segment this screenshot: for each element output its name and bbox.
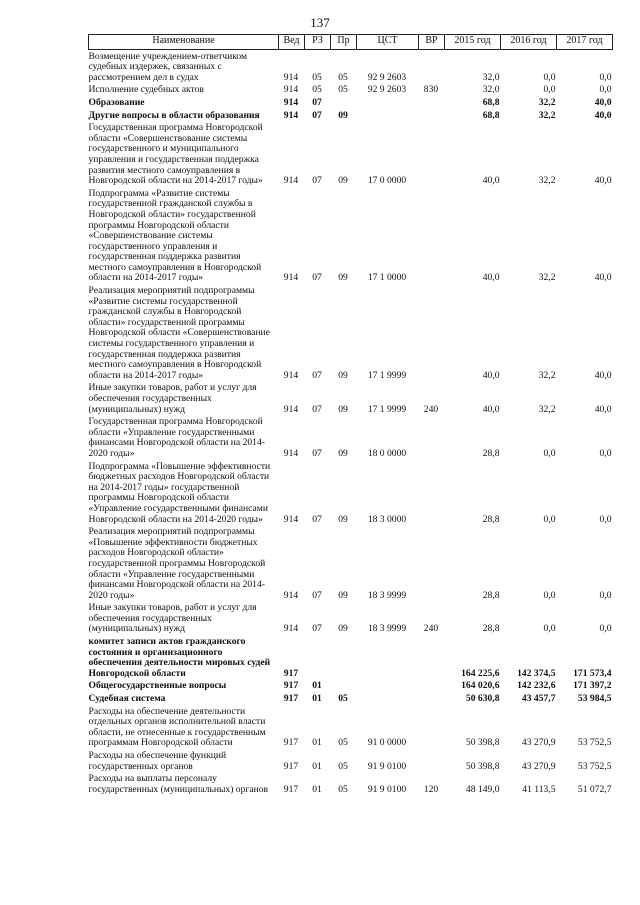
cell-y2015: 40,0 <box>482 272 500 284</box>
cell-pr: 09 <box>338 272 348 284</box>
cell-name: Расходы на обеспечение функций государственных органов <box>88 750 227 772</box>
table-row <box>89 635 613 679</box>
cell-cst: 18 0 0000 <box>367 447 407 459</box>
cell-y2016: 32,2 <box>538 109 556 121</box>
cell-ved: 914 <box>283 175 299 187</box>
cell-y2017: 53 752,5 <box>577 737 612 749</box>
cell-name: Расходы на выплаты персоналу государственных (муниципальных) органов <box>88 773 269 795</box>
cell-y2017: 0,0 <box>599 71 612 83</box>
cell-y2016: 32,2 <box>538 96 556 108</box>
cell-vr <box>419 749 445 772</box>
cell-ved: 914 <box>283 447 299 459</box>
table-row <box>89 415 613 459</box>
cell-pr <box>331 96 357 109</box>
cell-name: Государственная программа Новгородской области «Управление государственными финансами Новгородской области на 2014-2020 годы» <box>88 416 265 459</box>
cell-rz: 07 <box>312 623 322 635</box>
cell-name: Иные закупки товаров, работ и услуг для обеспечения государственных (муниципальных) нужд <box>88 602 257 635</box>
table-row <box>89 705 613 749</box>
cell-ved: 914 <box>283 513 299 525</box>
table-row <box>89 749 613 772</box>
cell-y2017: 0,0 <box>599 84 612 96</box>
cell-y2016: 43 270,9 <box>521 737 556 749</box>
cell-ved: 914 <box>283 109 299 121</box>
table-row <box>89 49 613 83</box>
cell-rz: 07 <box>312 369 322 381</box>
cell-y2015: 48 149,0 <box>465 783 500 795</box>
cell-pr: 05 <box>338 783 348 795</box>
cell-cst: 17 0 0000 <box>367 175 407 187</box>
cell-y2017: 0,0 <box>599 589 612 601</box>
cell-vr <box>419 635 445 679</box>
cell-y2015: 28,8 <box>482 447 500 459</box>
cell-y2015: 50 398,8 <box>465 737 500 749</box>
table-row <box>89 187 613 284</box>
cell-vr <box>419 187 445 284</box>
header-cell: Наименование <box>89 35 279 50</box>
table-row <box>89 121 613 187</box>
cell-cst <box>357 679 419 692</box>
cell-name: Общегосударственные вопросы <box>88 680 227 692</box>
page-number: 137 <box>310 15 330 30</box>
cell-rz: 07 <box>312 175 322 187</box>
cell-y2017: 0,0 <box>599 513 612 525</box>
table-row <box>89 601 613 635</box>
cell-rz: 01 <box>312 760 322 772</box>
cell-vr: 240 <box>423 623 439 635</box>
cell-y2017: 40,0 <box>594 272 612 284</box>
cell-y2016: 0,0 <box>543 84 556 96</box>
cell-pr: 09 <box>338 369 348 381</box>
table-row <box>89 381 613 415</box>
header-cell: ВР <box>419 35 445 50</box>
cell-y2016: 32,2 <box>538 403 556 415</box>
cell-y2016: 32,2 <box>538 175 556 187</box>
header-row <box>89 35 613 50</box>
budget-table <box>88 34 613 795</box>
cell-y2016: 0,0 <box>543 447 556 459</box>
cell-y2015: 32,0 <box>482 84 500 96</box>
cell-ved: 917 <box>283 737 299 749</box>
table-row <box>89 83 613 96</box>
cell-cst <box>357 635 419 679</box>
cell-y2016: 32,2 <box>538 272 556 284</box>
cell-y2015: 50 398,8 <box>465 760 500 772</box>
cell-vr <box>419 121 445 187</box>
cell-y2017: 53 984,5 <box>577 693 612 705</box>
cell-y2017: 40,0 <box>594 403 612 415</box>
cell-vr <box>419 109 445 122</box>
header-cell: ЦСТ <box>357 35 419 50</box>
cell-pr: 05 <box>338 71 348 83</box>
cell-rz: 07 <box>312 272 322 284</box>
cell-vr <box>419 460 445 526</box>
cell-y2017: 0,0 <box>599 623 612 635</box>
cell-vr <box>419 415 445 459</box>
table-row <box>89 525 613 601</box>
cell-pr <box>331 679 357 692</box>
cell-y2016: 142 374,5 <box>517 667 556 679</box>
cell-rz: 07 <box>312 589 322 601</box>
cell-rz: 05 <box>312 84 322 96</box>
cell-rz: 05 <box>312 71 322 83</box>
cell-y2017: 0,0 <box>599 447 612 459</box>
cell-y2017: 40,0 <box>594 175 612 187</box>
cell-ved: 914 <box>283 84 299 96</box>
table-row <box>89 692 613 705</box>
cell-rz: 07 <box>312 447 322 459</box>
cell-y2016: 0,0 <box>543 589 556 601</box>
cell-rz: 01 <box>312 783 322 795</box>
cell-name: Реализация мероприятий подпрограммы «Развитие системы государственной гражданской службы в Новгородской области» государственной программы Новгородской области «Совершенствование системы государственного управления и государственная поддержка развития местного самоуправления в Новгородской области на 2014-2017 годы» <box>88 285 270 381</box>
cell-name: Иные закупки товаров, работ и услуг для обеспечения государственных (муниципальных) нужд <box>88 382 257 415</box>
cell-pr: 09 <box>338 175 348 187</box>
cell-y2015: 68,8 <box>482 96 500 108</box>
table-row <box>89 96 613 109</box>
cell-rz <box>305 635 331 679</box>
cell-vr: 240 <box>423 403 439 415</box>
cell-ved: 917 <box>283 760 299 772</box>
cell-vr: 120 <box>423 783 439 795</box>
header-cell: Вед <box>279 35 305 50</box>
cell-y2016: 43 270,9 <box>521 760 556 772</box>
cell-ved: 914 <box>283 369 299 381</box>
cell-y2016: 32,2 <box>538 369 556 381</box>
cell-ved: 917 <box>283 680 299 692</box>
cell-name: Подпрограмма «Развитие системы государственной гражданской службы в Новгородской области» государственной программы Новгородской области «Совершенствование системы государственного управления и государственная поддержка развития местного самоуправления в Новгородской области на 2014-2017 годы» <box>88 187 262 284</box>
cell-cst: 91 9 0100 <box>367 760 407 772</box>
cell-cst: 17 1 9999 <box>367 369 407 381</box>
cell-pr: 05 <box>338 693 348 705</box>
cell-cst: 17 1 9999 <box>367 403 407 415</box>
table-row <box>89 284 613 381</box>
cell-vr <box>419 284 445 381</box>
cell-y2017: 51 072,7 <box>577 783 612 795</box>
cell-vr <box>419 679 445 692</box>
header-cell: РЗ <box>305 35 331 50</box>
cell-pr: 09 <box>338 513 348 525</box>
cell-vr <box>419 692 445 705</box>
cell-vr <box>419 705 445 749</box>
cell-y2017: 40,0 <box>594 109 612 121</box>
cell-y2016: 0,0 <box>543 623 556 635</box>
cell-y2015: 28,8 <box>482 623 500 635</box>
cell-y2015: 164 225,6 <box>461 667 500 679</box>
cell-y2017: 171 573,4 <box>573 667 612 679</box>
cell-name: Возмещение учреждением-ответчиком судебных издержек, связанных с рассмотрением дел в судах <box>88 50 248 83</box>
cell-y2015: 28,8 <box>482 513 500 525</box>
cell-y2015: 40,0 <box>482 403 500 415</box>
cell-name: Другие вопросы в области образования <box>88 109 260 121</box>
cell-pr: 09 <box>338 109 348 121</box>
cell-vr <box>419 49 445 83</box>
cell-y2017: 171 397,2 <box>573 680 612 692</box>
cell-y2017: 40,0 <box>594 96 612 108</box>
cell-rz: 01 <box>312 693 322 705</box>
cell-ved: 917 <box>283 783 299 795</box>
cell-vr <box>419 96 445 109</box>
cell-cst <box>357 109 419 122</box>
cell-y2017: 40,0 <box>594 369 612 381</box>
cell-cst: 91 0 0000 <box>367 737 407 749</box>
cell-cst <box>357 692 419 705</box>
cell-rz: 07 <box>312 403 322 415</box>
cell-y2016: 41 113,5 <box>522 783 556 795</box>
cell-ved: 914 <box>283 96 299 108</box>
cell-y2015: 28,8 <box>482 589 500 601</box>
cell-pr: 09 <box>338 623 348 635</box>
cell-cst: 18 3 0000 <box>367 513 407 525</box>
cell-cst: 91 9 0100 <box>367 783 407 795</box>
cell-name: Расходы на обеспечение деятельности отдельных органов исполнительной власти области, не отнесенные к государственным программам Новгородской области <box>88 705 266 749</box>
cell-ved: 914 <box>283 71 299 83</box>
table-row <box>89 109 613 122</box>
cell-pr: 09 <box>338 589 348 601</box>
cell-ved: 914 <box>283 589 299 601</box>
cell-pr: 09 <box>338 447 348 459</box>
cell-cst: 92 9 2603 <box>367 84 407 96</box>
cell-y2017: 53 752,5 <box>577 760 612 772</box>
cell-y2015: 164 020,6 <box>461 680 500 692</box>
cell-cst <box>357 96 419 109</box>
header-cell: 2015 год <box>445 35 501 50</box>
cell-y2016: 43 457,7 <box>521 693 556 705</box>
cell-name: Исполнение судебных актов <box>88 84 204 96</box>
header-cell: 2017 год <box>557 35 613 50</box>
cell-y2015: 32,0 <box>482 71 500 83</box>
cell-cst: 92 9 2603 <box>367 71 407 83</box>
header-cell: Пр <box>331 35 357 50</box>
cell-y2015: 40,0 <box>482 175 500 187</box>
cell-y2016: 0,0 <box>543 71 556 83</box>
cell-ved: 917 <box>283 693 299 705</box>
cell-cst: 18 3 9999 <box>367 623 407 635</box>
cell-rz: 01 <box>312 737 322 749</box>
cell-rz: 01 <box>312 680 322 692</box>
cell-y2016: 142 232,6 <box>517 680 556 692</box>
table-row <box>89 679 613 692</box>
cell-pr: 05 <box>338 760 348 772</box>
cell-ved: 917 <box>283 667 299 679</box>
cell-y2015: 50 630,8 <box>465 693 500 705</box>
cell-vr: 830 <box>423 84 439 96</box>
cell-ved: 914 <box>283 272 299 284</box>
cell-rz: 07 <box>312 513 322 525</box>
cell-y2015: 68,8 <box>482 109 500 121</box>
cell-cst: 18 3 9999 <box>367 589 407 601</box>
cell-name: Образование <box>88 96 145 108</box>
table-row <box>89 772 613 795</box>
cell-name: комитет записи актов гражданского состояния и организационного обеспечения деятельности мировых судей Новгородской области <box>88 636 271 679</box>
cell-pr: 09 <box>338 403 348 415</box>
header-cell: 2016 год <box>501 35 557 50</box>
cell-ved: 914 <box>283 403 299 415</box>
cell-pr <box>331 635 357 679</box>
cell-name: Судебная система <box>88 693 166 705</box>
cell-y2015: 40,0 <box>482 369 500 381</box>
cell-name: Реализация мероприятий подпрограммы «Повышение эффективности бюджетных расходов Новгородской области» государственной программы Новгородской области «Управление государственными финансами Новгородской области на 2014-2020 годы» <box>88 526 266 601</box>
cell-name: Подпрограмма «Повышение эффективности бюджетных расходов Новгородской области на 2014-2017 годы» государственной программы Новгородской области «Управление государственными финансами Новгородской области на 2014-2020 годы» <box>88 460 271 525</box>
cell-cst: 17 1 0000 <box>367 272 407 284</box>
cell-pr: 05 <box>338 84 348 96</box>
cell-vr <box>419 525 445 601</box>
cell-rz: 07 <box>312 109 322 121</box>
cell-ved: 914 <box>283 623 299 635</box>
table-body <box>89 49 613 795</box>
table-row <box>89 460 613 526</box>
cell-rz: 07 <box>312 96 322 108</box>
cell-y2016: 0,0 <box>543 513 556 525</box>
cell-pr: 05 <box>338 737 348 749</box>
cell-name: Государственная программа Новгородской области «Совершенствование системы государственного и муниципального управления и государственная поддержка развития местного самоуправления в Новгородской области на 2014-2017 годы» <box>88 122 263 187</box>
